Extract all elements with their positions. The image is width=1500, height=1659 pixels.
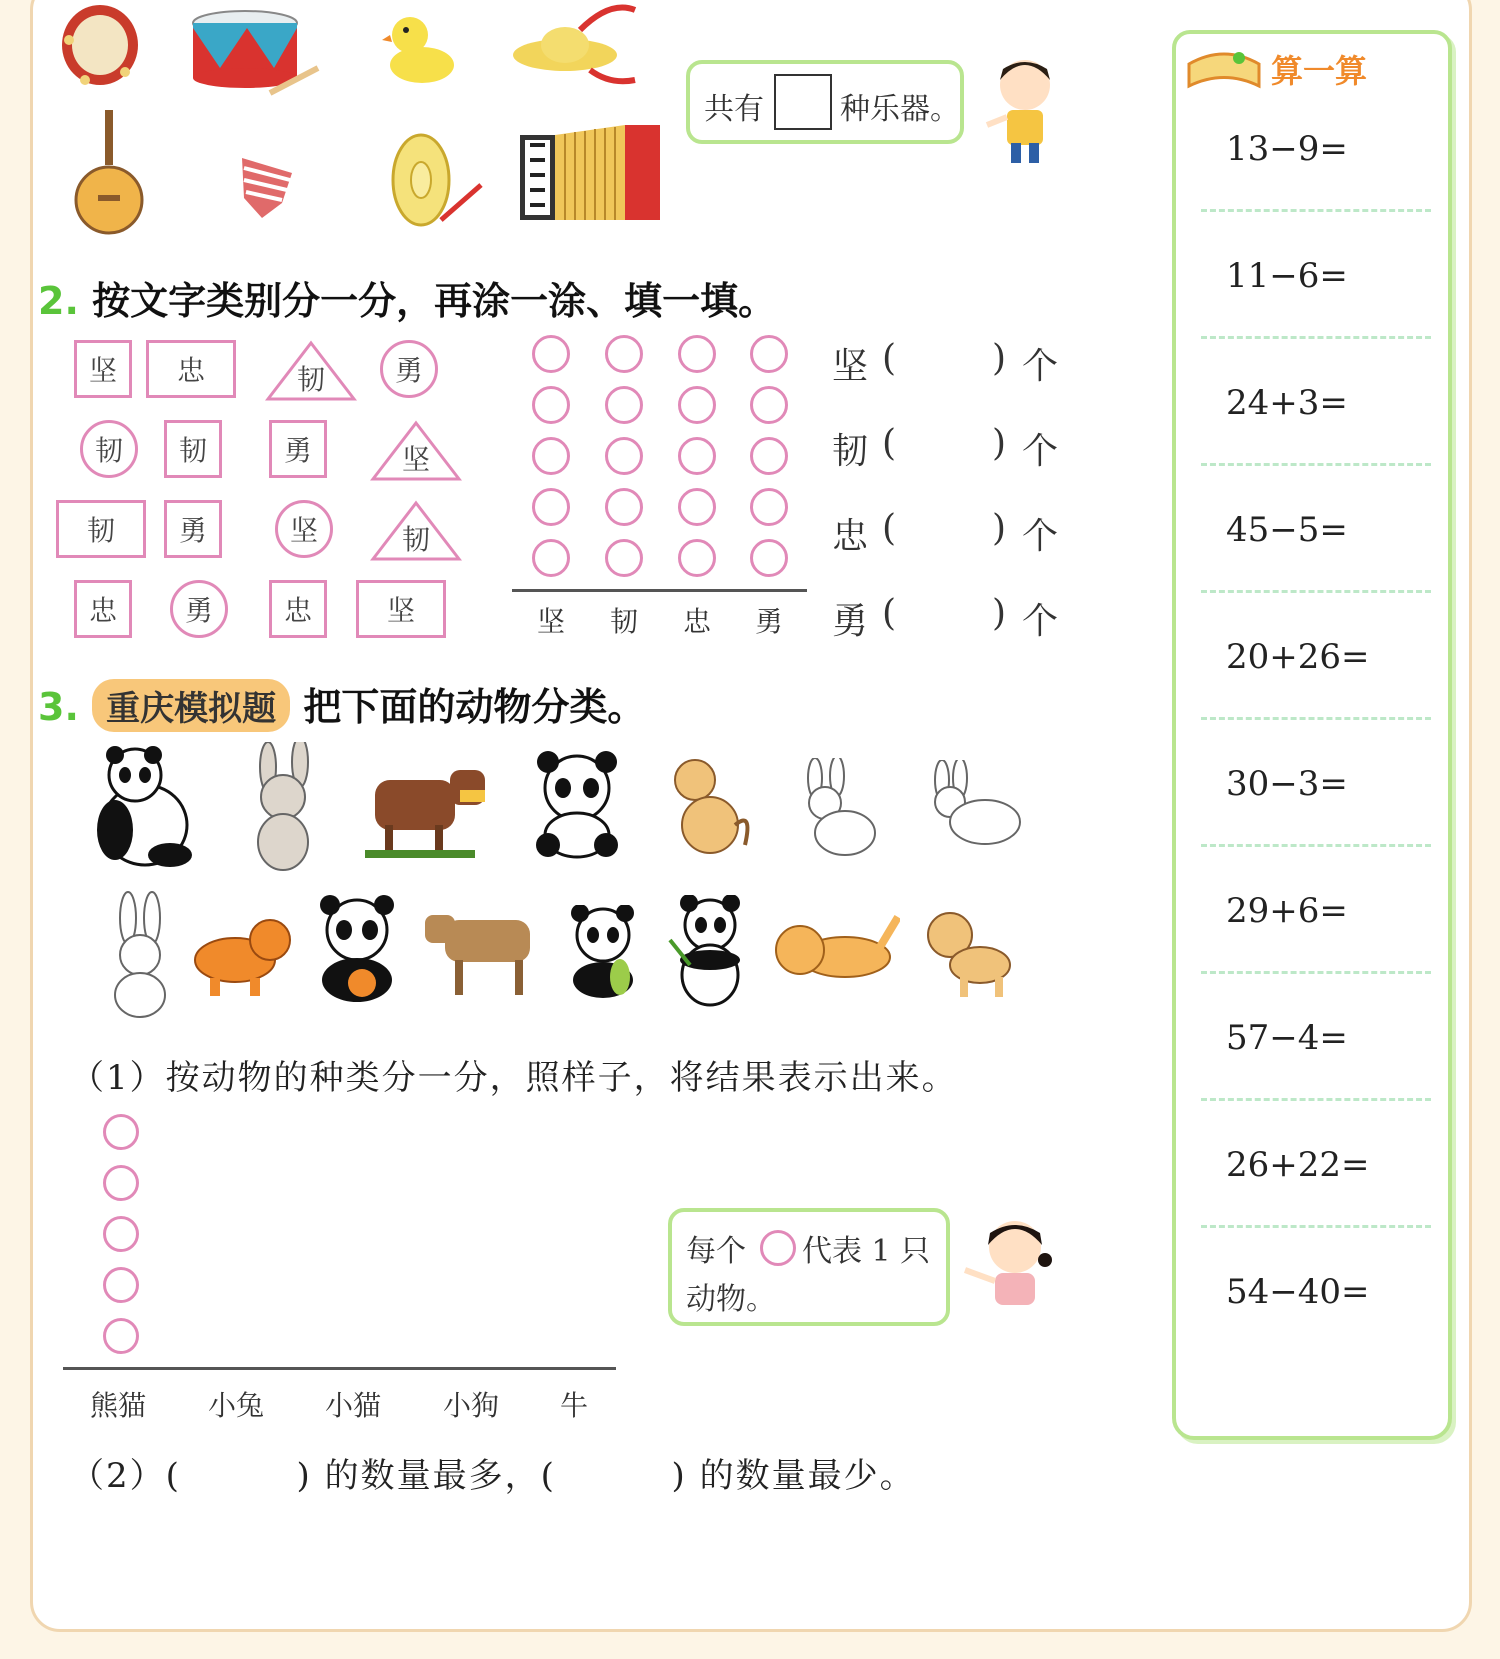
tally-category-label: 牛 <box>560 1389 589 1422</box>
panda-icon <box>565 905 645 1000</box>
count-open: ( <box>882 338 897 379</box>
tally-circle[interactable] <box>678 335 716 373</box>
open-book-icon <box>1184 44 1264 94</box>
count-unit: 个 <box>1022 431 1059 472</box>
tally-circle[interactable] <box>532 488 570 526</box>
dog-icon <box>190 910 295 1000</box>
count-blank[interactable] <box>902 338 992 378</box>
tally-circle[interactable] <box>103 1216 139 1252</box>
tally-circle[interactable] <box>750 437 788 475</box>
calc-problem: 11−6= <box>1226 256 1348 296</box>
tally-circle[interactable] <box>678 437 716 475</box>
square-shape: 韧 <box>164 420 222 478</box>
dog-icon <box>665 755 755 855</box>
circle-shape: 坚 <box>275 500 333 558</box>
square-shape: 忠 <box>269 580 327 638</box>
tally-circle[interactable] <box>678 539 716 577</box>
tally-circle[interactable] <box>750 488 788 526</box>
count-unit: 个 <box>1022 601 1059 642</box>
count-unit: 个 <box>1022 516 1059 557</box>
square-shape: 坚 <box>74 340 132 398</box>
square-shape: 韧 <box>56 500 146 558</box>
square-shape: 忠 <box>146 340 236 398</box>
answer-line <box>1201 1225 1431 1228</box>
cow-icon <box>365 755 490 860</box>
calc-problem: 20+26= <box>1226 637 1370 677</box>
cymbals-icon <box>510 0 640 95</box>
tally-circle[interactable] <box>532 539 570 577</box>
tally-circle[interactable] <box>605 335 643 373</box>
count-close: ) <box>992 338 1007 379</box>
calc-problem: 57−4= <box>1226 1018 1348 1058</box>
tally-circle[interactable] <box>678 386 716 424</box>
count-open: ( <box>882 423 897 464</box>
count-blank[interactable] <box>902 423 992 463</box>
legend-bubble <box>668 1208 950 1326</box>
q2-number: 2. <box>38 279 79 323</box>
answer-line <box>1201 717 1431 720</box>
count-open: ( <box>882 593 897 634</box>
rabbit-icon <box>100 890 180 1020</box>
square-shape: 忠 <box>74 580 132 638</box>
tally-circle[interactable] <box>532 335 570 373</box>
panda-icon <box>665 895 750 1010</box>
count-char: 忠 <box>832 516 869 557</box>
part2-c: ) 的数量最少。 <box>671 1456 916 1496</box>
legend-text-a: 每个 <box>686 1234 746 1269</box>
calc-problem: 13−9= <box>1226 129 1348 169</box>
q3-number: 3. <box>38 685 79 729</box>
q2-title-text: 按文字类别分一分，再涂一涂、填一填。 <box>92 279 777 323</box>
accordion-icon <box>515 120 665 225</box>
tally-category-label: 忠 <box>683 605 712 638</box>
tally-category-label: 勇 <box>755 605 784 638</box>
bubble-prefix: 共有 <box>704 92 764 127</box>
square-shape: 坚 <box>356 580 446 638</box>
tally-category-label: 小兔 <box>208 1389 265 1422</box>
count-close: ) <box>992 423 1007 464</box>
tally-circle[interactable] <box>750 539 788 577</box>
triangle-char: 韧 <box>401 523 430 556</box>
rabbit-icon <box>795 758 885 858</box>
legend-circle-icon <box>760 1230 796 1266</box>
count-close: ) <box>992 508 1007 549</box>
count-open: ( <box>882 508 897 549</box>
answer-line <box>1201 844 1431 847</box>
calc-problem: 24+3= <box>1226 383 1348 423</box>
pipa-icon <box>72 110 147 235</box>
toy-duck-icon <box>382 10 457 85</box>
triangle-char: 坚 <box>401 443 430 476</box>
tally-category-label: 坚 <box>537 605 566 638</box>
tally-circle[interactable] <box>103 1267 139 1303</box>
tambourine-icon <box>55 0 145 90</box>
answer-line <box>1201 209 1431 212</box>
cat-icon <box>770 912 900 992</box>
panda-icon <box>95 745 195 870</box>
calc-problem: 26+22= <box>1226 1145 1370 1185</box>
answer-line <box>1201 336 1431 339</box>
tally-category-label: 韧 <box>610 605 639 638</box>
spinning-top-icon <box>232 148 302 223</box>
calc-sidebar <box>1172 30 1452 1440</box>
tally-circle[interactable] <box>605 488 643 526</box>
drum-icon <box>190 8 320 98</box>
calc-problem: 30−3= <box>1226 764 1348 804</box>
count-blank[interactable] <box>902 508 992 548</box>
tally-circle[interactable] <box>678 488 716 526</box>
calc-problem: 45−5= <box>1226 510 1348 550</box>
tally-circle[interactable] <box>103 1165 139 1201</box>
calc-problem: 54−40= <box>1226 1272 1370 1312</box>
count-char: 韧 <box>832 431 869 472</box>
tally-circle[interactable] <box>532 437 570 475</box>
calc-problem: 29+6= <box>1226 891 1348 931</box>
answer-line <box>1201 463 1431 466</box>
count-close: ) <box>992 593 1007 634</box>
count-char: 勇 <box>832 601 869 642</box>
rabbit-icon <box>920 760 1025 850</box>
bubble-suffix: 种乐器。 <box>840 92 960 127</box>
tally-circle[interactable] <box>605 437 643 475</box>
q3-part2 <box>70 1448 916 1497</box>
square-shape: 勇 <box>269 420 327 478</box>
chart-baseline <box>63 1367 616 1370</box>
tally-circle[interactable] <box>750 386 788 424</box>
q3-title <box>38 676 645 732</box>
tally-circle[interactable] <box>605 386 643 424</box>
legend-text-b: 代表 1 只 <box>802 1234 931 1269</box>
q3-part1-text: （1）按动物的种类分一分，照样子，将结果表示出来。 <box>70 1058 958 1098</box>
gong-icon <box>386 120 486 230</box>
rabbit-icon <box>238 742 328 872</box>
legend-text-c: 动物。 <box>686 1282 776 1317</box>
tally-circle[interactable] <box>532 386 570 424</box>
cow-icon <box>425 905 550 1000</box>
circle-shape: 韧 <box>80 420 138 478</box>
sidebar-title: 算一算 <box>1271 52 1368 90</box>
tally-category-label: 小猫 <box>325 1389 382 1422</box>
tally-circle[interactable] <box>103 1318 139 1354</box>
part2-b: ) 的数量最多，( <box>296 1456 556 1496</box>
tally-category-label: 熊猫 <box>90 1389 147 1422</box>
tally-circle[interactable] <box>605 539 643 577</box>
triangle-char: 韧 <box>296 363 325 396</box>
panda-icon <box>530 750 625 860</box>
answer-line <box>1201 971 1431 974</box>
chart-baseline <box>512 589 807 592</box>
source-badge: 重庆模拟题 <box>92 679 290 732</box>
answer-box[interactable] <box>774 74 832 130</box>
instrument-count-bubble <box>686 60 964 144</box>
count-char: 坚 <box>832 346 869 387</box>
answer-line <box>1201 590 1431 593</box>
panda-icon <box>310 895 405 1005</box>
square-shape: 勇 <box>164 500 222 558</box>
tally-circle[interactable] <box>750 335 788 373</box>
circle-shape: 勇 <box>380 340 438 398</box>
boy-character-icon <box>985 55 1065 165</box>
q2-title <box>38 270 776 325</box>
tally-category-label: 小狗 <box>443 1389 500 1422</box>
part2-a: （2）( <box>70 1456 181 1496</box>
girl-character-icon <box>960 1215 1060 1320</box>
answer-line <box>1201 1098 1431 1101</box>
tally-circle[interactable] <box>103 1114 139 1150</box>
q3-title-text: 把下面的动物分类。 <box>303 685 646 729</box>
circle-shape: 勇 <box>170 580 228 638</box>
count-unit: 个 <box>1022 346 1059 387</box>
count-blank[interactable] <box>902 593 992 633</box>
dog-icon <box>920 905 1015 1000</box>
